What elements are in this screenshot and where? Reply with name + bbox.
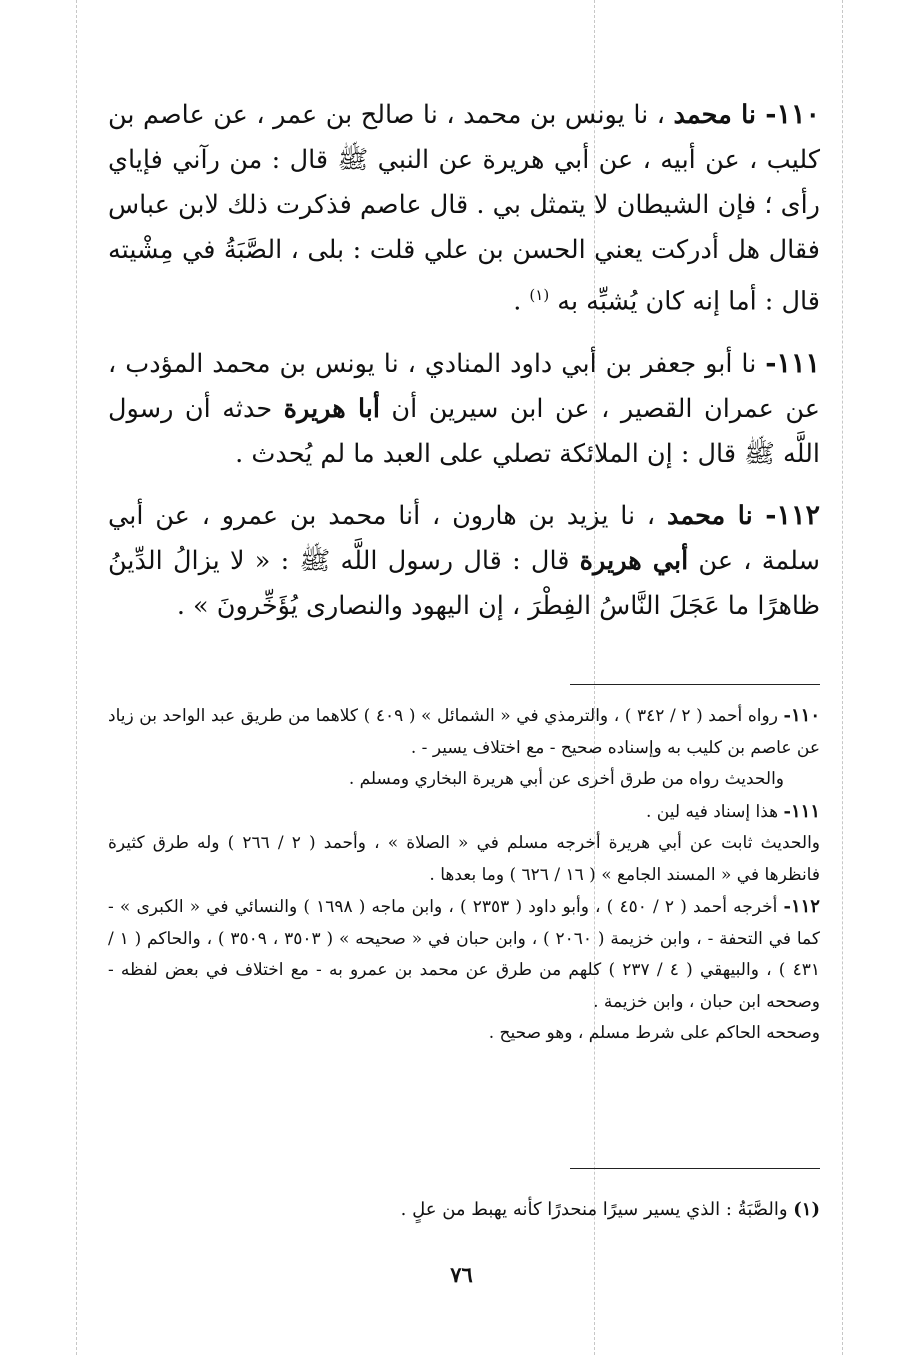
note-112 — [108, 891, 820, 1018]
footnote-text: والصَّبَةُ : الذي يسير سيرًا منحدرًا كأنه يهبط من علٍ . — [400, 1199, 794, 1220]
hadith-110 — [108, 92, 820, 325]
hadith-text-end: . — [513, 286, 530, 317]
page-number: ٧٦ — [450, 1262, 473, 1287]
hadith-text-end: حدثه أن رسول اللَّه ﷺ قال : إن الملائكة تصلي على العبد ما لم يُحدث . — [108, 393, 820, 469]
narrator-bold: نا محمد — [673, 100, 766, 130]
hadith-111 — [108, 341, 820, 477]
note-112-continuation: وصححه الحاكم على شرط مسلم ، وهو صحيح . — [488, 1023, 820, 1043]
hadith-text: ، نا يزيد بن هارون ، أنا محمد بن عمرو ، عن أبي سلمة ، عن — [108, 500, 820, 576]
notes-separator — [570, 684, 820, 685]
narrator-bold: أبي هريرة — [579, 545, 689, 576]
hadith-number: ١١١- — [765, 347, 820, 379]
hadith-text-end: قال : قال رسول اللَّه ﷺ : « لا يزالُ الدِّينُ ظاهرًا ما عَجَلَ النَّاسُ الفِطْرَ ، إن اليهود والنصارى يُؤَخِّرونَ » . — [108, 545, 820, 621]
note-text: رواه أحمد ( ٢ / ٣٤٢ ) ، والترمذي في « الشمائل » ( ٤٠٩ ) كلاهما من طريق عبد الواحد بن زياد عن عاصم بن كليب به وإسناده صحيح - مع اختلاف يسير - . — [108, 706, 820, 758]
main-text — [108, 92, 820, 645]
note-number: ١١٢- — [783, 896, 820, 917]
note-111 — [108, 796, 820, 829]
note-111-continuation: والحديث ثابت عن أبي هريرة أخرجه مسلم في « الصلاة » ، وأحمد ( ٢ / ٢٦٦ ) وله طرق كثيرة فانظرها في « المسند الجامع » ( ١٦ / ٦٢٦ ) وما بعدها . — [108, 833, 821, 885]
footnote — [108, 1195, 820, 1225]
footnote-separator — [570, 1168, 820, 1169]
narrator-bold: أبا هريرة — [283, 393, 380, 424]
note-number: ١١١- — [783, 800, 820, 822]
hadith-112 — [108, 493, 820, 629]
note-text: هذا إسناد فيه لين . — [645, 801, 784, 822]
footnote-number: (١) — [793, 1199, 820, 1220]
hadith-number: ١١٢- — [765, 499, 820, 531]
hadith-text: ، نا يونس بن محمد ، نا صالح بن عمر ، عن عاصم بن كليب ، عن أبيه ، عن أبي هريرة عن النبي ﷺ قال : من رآني فإياي رأى ؛ فإن الشيطان لا يتمثل بي . قال عاصم فذكرت ذلك لابن عباس فقال هل أدركت يعني الحسن بن علي قلت : بلى ، الصَّبَةُ في مِشْيته قال : أما إنه كان يُشبِّه به — [108, 100, 820, 317]
narrator-bold: نا محمد — [666, 500, 766, 531]
hadith-number: ١١٠- — [765, 99, 820, 130]
note-text: أخرجه أحمد ( ٢ / ٤٥٠ ) ، وأبو داود ( ٢٣٥٣ ) ، وابن ماجه ( ١٦٩٨ ) والنسائي في « الكبرى » - كما في التحفة - ، وابن خزيمة ( ٢٠٦٠ ) ، وابن حبان في « صحيحه » ( ٣٥٠٣ ، ٣٥٠٩ ) ، والحاكم ( ١ / ٤٣١ ) ، والبيهقي ( ٤ / ٢٣٧ ) كلهم من طرق عن محمد بن عمرو به - مع اختلاف في بعض لفظه - وصححه ابن حبان ، وابن خزيمة . — [108, 897, 820, 1012]
note-110 — [108, 700, 820, 764]
note-number: ١١٠- — [783, 705, 821, 726]
footnote-marker: (١) — [529, 286, 550, 304]
note-110-continuation: والحديث رواه من طرق أخرى عن أبي هريرة البخاري ومسلم . — [348, 769, 784, 789]
takhrij-notes — [108, 700, 820, 1050]
scan-fold-line — [842, 0, 843, 1355]
scan-fold-line — [76, 0, 77, 1355]
hadith-text: نا أبو جعفر بن أبي داود المنادي ، نا يونس بن محمد المؤدب ، عن عمران القصير ، عن ابن سيرين أن — [108, 348, 820, 424]
